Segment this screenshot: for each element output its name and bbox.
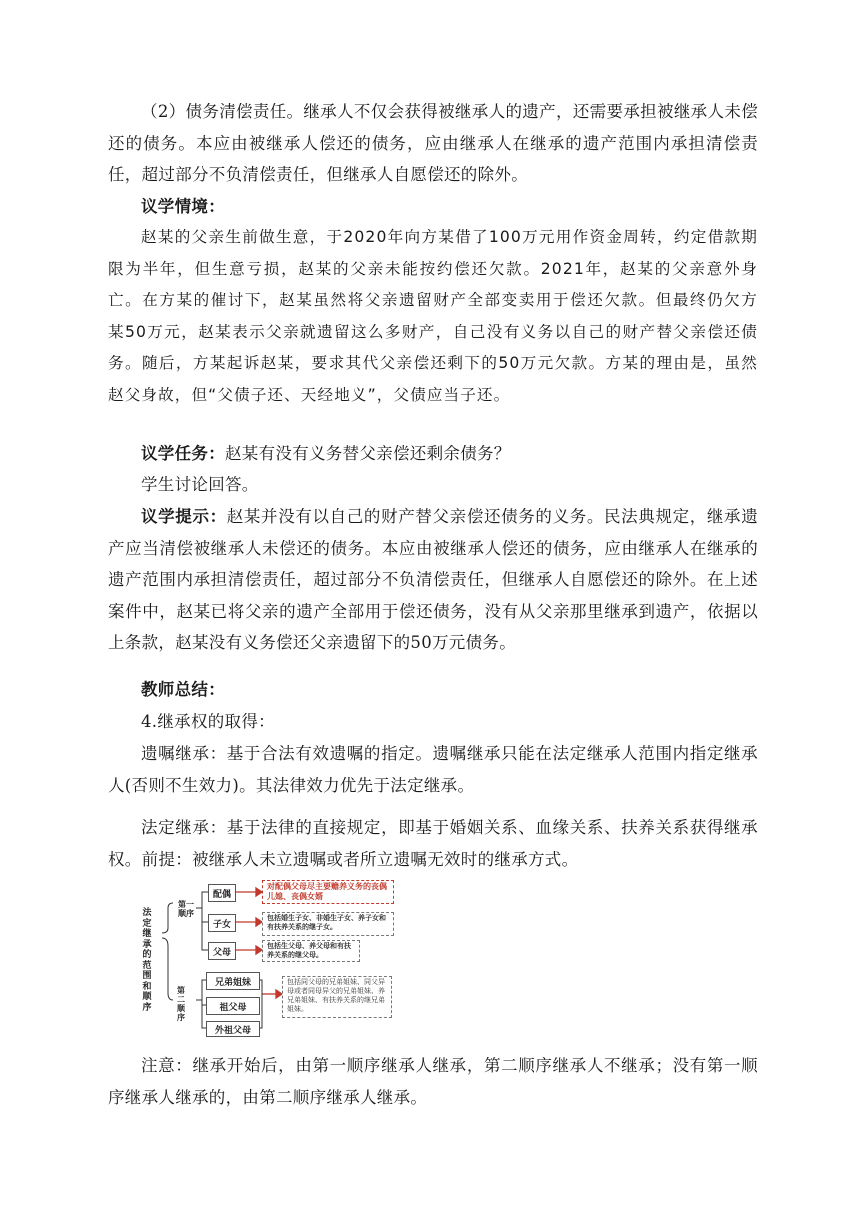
situation-text: 赵某的父亲生前做生意，于2020年向方某借了100万元用作资金周转，约定借款期限为半年，但生意亏损，赵某的父亲未能按约偿还欠款。2021年，赵某的父亲意外身亡。在方某的催讨下，赵某虽然将父亲遗留财产全部变卖用于偿还欠款。但最终仍欠方某50万元，赵某表示父亲就遗留这么多财产，自己没有义务以自己的财产替父亲偿还债务。随后，方某起诉赵某，要求其代父亲偿还剩下的50万元欠款。方某的理由是，虽然赵父身故，但“父债子还、天经地义”，父债应当子还。 — [108, 228, 758, 404]
discussion-text: 学生讨论回答。 — [141, 475, 259, 494]
second-order-label: 第二顺序 — [177, 986, 185, 1022]
maternal-grandparents-box: 外祖父母 — [206, 1021, 260, 1037]
notice-text: 注意：继承开始后，由第一顺序继承人继承，第二顺序继承人不继承；没有第一顺序继承人继承的，由第二顺序继承人继承。 — [108, 1056, 758, 1107]
parents-box: 父母 — [208, 942, 236, 960]
hint-label: 议学提示： — [141, 507, 227, 526]
situation-heading: 议学情境： — [141, 197, 225, 216]
siblings-box: 兄弟姐妹 — [206, 972, 260, 990]
hint-paragraph — [108, 501, 758, 659]
task-label: 议学任务： — [141, 444, 225, 463]
siblings-note: 包括同父母的兄弟姐妹、同父异母或者同母异父的兄弟姐妹、养兄弟姐妹、有扶养关系的继兄弟姐妹。 — [282, 976, 392, 1018]
children-note: 包括婚生子女、非婚生子女、养子女和有扶养关系的继子女。 — [262, 912, 394, 936]
spouse-note: 对配偶父母尽主要赡养义务的丧偶儿媳、丧偶女婿 — [262, 880, 394, 904]
diagram-root-label: 法定继承的范围和顺序 — [142, 908, 152, 1013]
spouse-box: 配偶 — [208, 884, 236, 902]
task-paragraph — [108, 438, 758, 470]
grandparents-box: 祖父母 — [206, 997, 260, 1015]
first-order-label: 第一顺序 — [178, 900, 194, 918]
parents-note: 包括生父母、养父母和有扶养关系的继父母。 — [262, 940, 360, 962]
summary-heading: 教师总结： — [141, 680, 225, 699]
will-inheritance-text: 遗嘱继承：基于合法有效遗嘱的指定。遗嘱继承只能在法定继承人范围内指定继承人(否则不生效力)。其法律效力优先于法定继承。 — [108, 744, 758, 795]
debt-responsibility-paragraph: （2）债务清偿责任。继承人不仅会获得被继承人的遗产，还需要承担被继承人未偿还的债务。本应由被继承人偿还的债务，应由继承人在继承的遗产范围内承担清偿责任，超过部分不负清偿责任，但继承人自愿偿还的除外。 — [108, 102, 758, 184]
legal-inheritance-text: 法定继承：基于法律的直接规定，即基于婚姻关系、血缘关系、扶养关系获得继承权。前提：被继承人未立遗嘱或者所立遗嘱无效时的继承方式。 — [108, 818, 758, 869]
task-text: 赵某有没有义务替父亲偿还剩余债务？ — [225, 444, 511, 463]
inheritance-order-diagram — [140, 878, 400, 1036]
hint-text: 赵某并没有以自己的财产替父亲偿还债务的义务。民法典规定，继承遗产应当清偿被继承人未偿还的债务。本应由被继承人偿还的债务，应由继承人在继承的遗产范围内承担清偿责任，超过部分不负清偿责任，但继承人自愿偿还的除外。在上述案件中，赵某已将父亲的遗产全部用于偿还债务，没有从父亲那里继承到遗产，依据以上条款，赵某没有义务偿还父亲遗留下的50万元债务。 — [108, 507, 758, 652]
item-4-heading: 4.继承权的取得： — [141, 712, 275, 731]
children-box: 子女 — [208, 914, 236, 932]
